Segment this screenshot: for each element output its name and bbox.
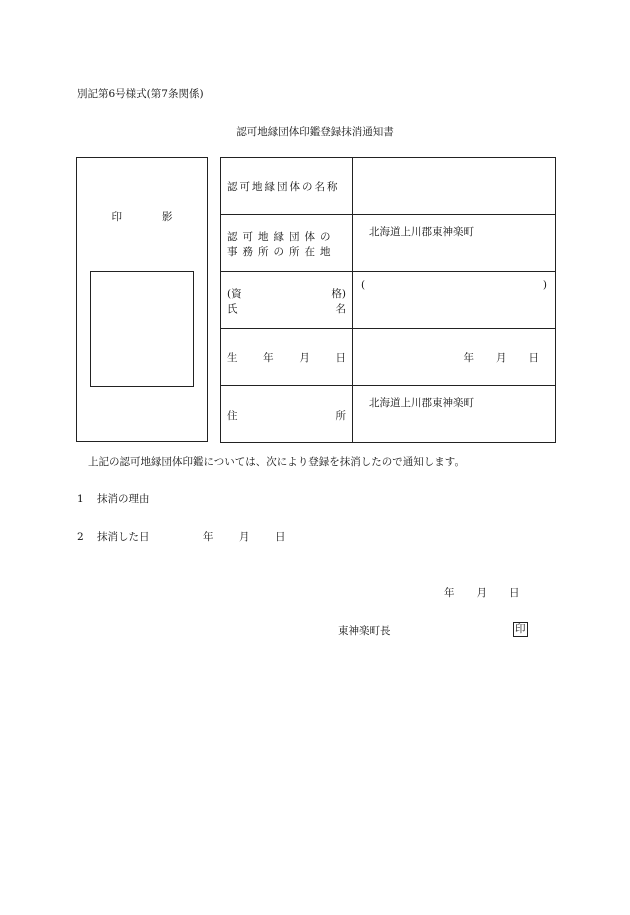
impression-label-2: 影 (162, 211, 173, 223)
office-address-label-2: 事務所の所在地 (227, 246, 336, 258)
birthdate-label: 生 年 月 日 (227, 351, 346, 364)
qualification-close: 格) (331, 288, 346, 300)
page-title: 認可地縁団体印鑑登録抹消通知書 (236, 126, 394, 138)
address-label-2: 所 (335, 410, 346, 422)
org-name-label: 認可地縁団体の名称 (227, 180, 340, 193)
seal-impression-box (76, 157, 208, 442)
paren-open: ( (361, 279, 366, 291)
info-table (220, 157, 556, 443)
notice-text: 上記の認可地縁団体印鑑については、次により登録を抹消したので通知します。 (88, 456, 465, 468)
form-number: 別記第6号様式(第7条関係) (77, 88, 204, 100)
table-row (221, 386, 556, 443)
impression-label (77, 209, 207, 224)
table-row (221, 329, 556, 386)
qualification-open: (資 (227, 288, 242, 300)
name-label-1: 氏 (227, 303, 238, 315)
item-reason: 1 抹消の理由 (77, 493, 150, 505)
seal-mark: 印 (515, 623, 526, 635)
mayor-title: 東神楽町長 (338, 625, 391, 637)
impression-label-1: 印 (111, 211, 122, 223)
address-value: 北海道上川郡東神楽町 (369, 397, 474, 409)
table-row (221, 272, 556, 329)
org-name-value (353, 158, 556, 215)
office-address-label-1: 認可地縁団体の (227, 231, 336, 243)
table-row (221, 215, 556, 272)
name-label-2: 名 (335, 303, 346, 315)
address-label-1: 住 (227, 410, 238, 422)
impression-stamp-area (90, 271, 194, 387)
table-row (221, 158, 556, 215)
birthdate-value: 年 月 日 (463, 351, 539, 364)
name-label-cell (221, 158, 353, 215)
paren-close: ) (542, 279, 547, 291)
issue-date: 年 月 日 (444, 587, 520, 599)
office-address-value: 北海道上川郡東神楽町 (369, 226, 474, 238)
item-cancel-date: 2 抹消した日 年 月 日 (77, 531, 286, 543)
